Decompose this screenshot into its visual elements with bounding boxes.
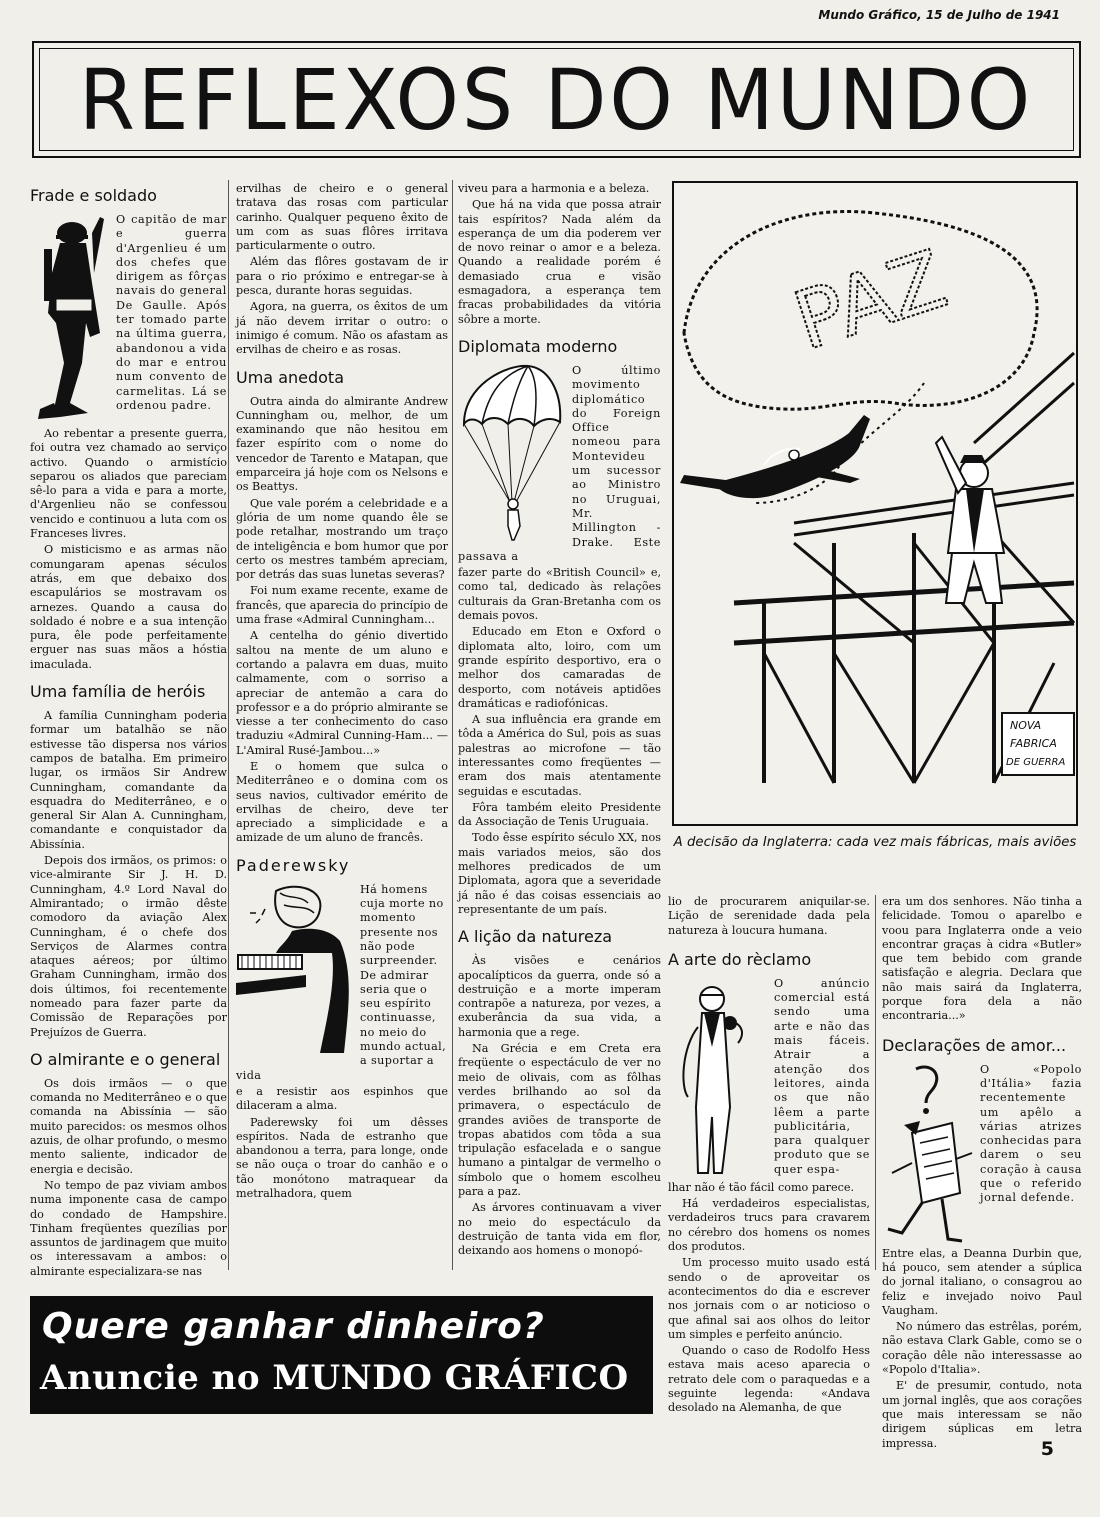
- almirante-paragraph: No tempo de paz viviam ambos numa imponente casa de campo do condado de Hampshire. Tinham freqüentes quezílias por assuntos de jardinagem que muito os interessavam a ambos: o almirante especializara-se nas: [30, 1178, 227, 1278]
- anedota-paragraph: A centelha do génio divertido saltou na mente de um aluno e cortando a palavra em duas, muito calmamente, com o sorriso a apreciar de antemão a cara do professor e a do próprio almirante se viesse a ter conhecimento do caso traduziu «Admiral Cunning-Ham... — L'Amiral Rusé-Jambou...»: [236, 629, 448, 757]
- paderewsky-wrap: [236, 883, 448, 1083]
- ad-headline: Quere ganhar dinheiro?: [42, 1306, 545, 1347]
- paderewsky-paragraph: Que há na vida que possa atrair tais espíritos? Nada além da esperança de um dia poderem ver de novo reinar o amor e a beleza. Quando a realidade porém é demasiado crua e visão esmagadora, a esperança tem fracas probabilidades da vitória sôbre a morte.: [458, 198, 661, 326]
- paderewsky-paragraph: e a resistir aos espinhos que dilaceram a alma.: [236, 1084, 448, 1113]
- heading-diplomata-moderno: Diplomata moderno: [458, 336, 618, 356]
- declaracoes-paragraph: No número das estrêlas, porém, não estava Clark Gable, como se o coração dêle não interessasse ao «Popolo d'Italia».: [882, 1320, 1082, 1377]
- column-rule: [875, 895, 876, 1270]
- frade-paragraph: O misticismo e as armas não comungaram apenas séculos atrás, em que debaixo dos escapulários se mostravam os arnezes. Quando a causa do soldado é nobre e a sua intenção pura, êle pode perfeitamente erguer nas suas mãos a hóstia imaculada.: [30, 543, 227, 671]
- column-1: [30, 182, 227, 1281]
- almirante-paragraph: Agora, na guerra, os êxitos de um já não devem irritar o outro: o inimigo é comum. Não os afastam as ervilhas de cheiro e as rosas.: [236, 300, 448, 357]
- paderewsky-paragraph: viveu para a harmonia e a beleza.: [458, 182, 650, 195]
- almirante-paragraph: Os dois irmãos — o que comanda no Mediterrâneo e o que comanda na Abissínia — são muito parecidos: os mesmos olhos azuis, de olhar profundo, o mesmo mento saliente, indicador de energia e decisão.: [30, 1076, 227, 1176]
- frade-paragraph: Ao rebentar a presente guerra, foi outra vez chamado ao serviço activo. Quando o armistício separou os aliados que pareciam sê-lo para a vida e para a morte, d'Argenlieu não se confessou vencido e continuou a luta com os Franceses livres.: [30, 427, 227, 541]
- reclamo-paragraph: Quando o caso de Rodolfo Hess estava mais aceso aparecia o retrato dele com o paraquedas e a seguinte legenda: «Andava desolado na Alemanha, de que: [668, 1344, 870, 1415]
- diplomata-paragraph: Educado em Eton e Oxford o diplomata alto, loiro, com um grande espírito desportivo, era o melhor dos camaradas de desporto, com notáveis aptidões dramáticas e radiofónicas.: [458, 625, 661, 710]
- reclamo-paragraph: era um dos senhores. Não tinha a felicidade. Tomou o aparelbo e voou para Inglaterra onde a veio encontrar graças à cidra «Butler» que tem bebido com grande satisfação e alegria. Declara que não mais sairá da Inglaterra, porque fora dela a não encontraria...»: [882, 895, 1082, 1023]
- advertisement-banner[interactable]: [30, 1296, 653, 1414]
- heading-licao-da-natureza: A lição da natureza: [458, 927, 613, 947]
- pianist-icon: [236, 883, 354, 1063]
- heading-paderewsky: Paderewsky: [236, 855, 351, 875]
- ad-subline: Anuncie no MUNDO GRÁFICO: [40, 1358, 629, 1398]
- heading-uma-anedota: Uma anedota: [236, 367, 344, 387]
- diplomata-paragraph: A sua influência era grande em tôda a América do Sul, pois as suas palestras ao microfone — tão interessantes como freqüentes — eram dos mais atentamente seguidas e escutadas.: [458, 713, 661, 798]
- heading-familia-de-herois: Uma família de heróis: [30, 682, 206, 702]
- heading-frade-e-soldado: Frade e soldado: [30, 186, 157, 205]
- worker-figure: [936, 437, 1004, 603]
- familia-paragraph: A família Cunningham poderia formar um batalhão se não estivesse tão dispersa nos vários campos de batalha. Em primeiro lugar, os irmãos Sir Andrew Cunningham, comandante da esquadra do Mediterrâneo, e o general Sir Alan A. Cunningham, comandante e conquistador da Abissínia.: [30, 709, 227, 851]
- sign-line: FABRICA: [1010, 737, 1057, 750]
- cartoon-caption: A decisão da Inglaterra: cada vez mais fábricas, mais aviões: [673, 835, 1077, 850]
- licao-paragraph: lio de procurarem aniquilar-se. Lição de serenidade dada pela natureza à loucura humana.: [668, 895, 870, 937]
- anedota-paragraph: E o homem que sulca o Mediterrâneo e o domina com os seus navios, cultivador emérito de ervilhas de cheiro, deve ter apreciado a simplicidade e a amizade de um aluno de francês.: [236, 759, 448, 845]
- licao-paragraph: Às visões e cenários apocalípticos da guerra, onde só a destruição e a morte imperam contrapõe a natureza, por vezes, a exuberância da sua vida, a harmonia que a rege.: [458, 954, 661, 1039]
- page-number: 5: [1040, 1438, 1054, 1460]
- masthead: [32, 41, 1081, 158]
- column-2: [236, 182, 448, 1203]
- diplomata-paragraph: Fôra também eleito Presidente da Associação de Tenis Uruguaia.: [458, 800, 661, 829]
- paderewsky-paragraph: Paderewsky foi um dêsses espíritos. Nada de estranho que abandonou a terra, para longe, onde se não ouça o troar do canhão e o tão monótono matraquear da metralhadora, quem: [236, 1115, 448, 1200]
- almirante-paragraph: ervilhas de cheiro e o general tratava das rosas com particular carinho. Qualquer pequeno êxito de um com as suas flôres irritava particularmente o outro.: [236, 182, 448, 253]
- soldier-silhouette-icon: [30, 213, 110, 423]
- column-4: [668, 895, 870, 1418]
- column-3: [458, 182, 661, 1260]
- reclamo-paragraph: lhar não é tão fácil como parece.: [668, 1180, 855, 1194]
- frade-wrap: [30, 213, 227, 413]
- reclamo-paragraph: Um processo muito usado está sendo o de aproveitar os acontecimentos do dia e escrever nos jornais com o ar noticioso o que afinal sai aos olhos do leitor um simples e perfeito anúncio.: [668, 1256, 870, 1341]
- factory-sign: [1002, 713, 1074, 775]
- diplomata-paragraph: Todo êsse espírito século XX, nos mais variados meios, são dos melhores predicados de um Diplomata, agora que a severidade já não é das coisas essenciais ao representante de um país.: [458, 831, 661, 916]
- issue-line: Mundo Gráfico, 15 de Julho de 1941: [818, 8, 1060, 22]
- masthead-inner-frame: [39, 48, 1074, 151]
- diplomata-paragraph: fazer parte do «British Council» e, como tal, dedicado às relações culturais da Gran-Bretanha com os demais povos.: [458, 566, 661, 623]
- heading-declaracoes-de-amor: Declarações de amor...: [882, 1035, 1067, 1055]
- licao-paragraph: Na Grécia e em Creta era freqüente o espectáculo de ver no meio de olivais, com as fôlhas verdes brilhando ao sol da primavera, o espectáculo de grandes aviões de transporte de tropas abatidos com tôda a sua tripulação esfacelada e o sangue humano a pintalgar de vermelho o símbolo que o homem escolheu para a paz.: [458, 1042, 661, 1198]
- almirante-paragraph: Além das flôres gostavam de ir para o rio próximo e entregar-se à pesca, durante horas seguidas.: [236, 255, 448, 298]
- diplomata-wrap: [458, 364, 661, 564]
- page-title: REFLEXOS DO MUNDO: [79, 50, 1034, 149]
- sign-line: NOVA: [1010, 719, 1042, 732]
- licao-paragraph: As árvores continuavam a viver no meio do espectáculo da destruição de tanta vida em flor, deixando aos homens o monopó-: [458, 1201, 661, 1258]
- reclamo-text-wrap: O anúncio comercial está sendo uma arte e não das mais fáceis. Atrair a atenção dos leitores, ainda os que não lêem a parte publicitária, para qualquer produto que se quer espa-: [774, 976, 870, 1176]
- anedota-paragraph: Que vale porém a celebridade e a glória de um nome quando êle se pode retalhar, mostrando um traço de inteligência e bom humor que por certo os mestres também apreciam, por detrás das suas lunetas severas?: [236, 496, 448, 582]
- reclamo-paragraph: Há verdadeiros especialistas, verdadeiros trucs para cravarem no cérebro dos homens os nomes dos produtos.: [668, 1197, 870, 1254]
- parachute-icon: [458, 364, 566, 544]
- declaracoes-text-wrap: O «Popolo d'Itália» fazia recentemente um apêlo a várias atrizes conhecidas para darem o seu coração à causa que o referido jornal defende.: [980, 1062, 1082, 1205]
- column-rule: [452, 180, 453, 1270]
- cartoon-drawing: [674, 183, 1076, 824]
- anedota-paragraph: Outra ainda do almirante Andrew Cunningham ou, melhor, de um examinando que não hesitou em fazer espírito com o nome do vencedor de Tarento e Matapan, que emparceira já hoje com os Nelsons e os Beattys.: [236, 394, 448, 494]
- reclamo-wrap: [668, 977, 870, 1177]
- heading-almirante-e-general: O almirante e o general: [30, 1049, 221, 1069]
- heading-arte-do-reclamo: A arte do rèclamo: [668, 949, 812, 969]
- declaracoes-paragraph: Entre elas, a Deanna Durbin que, há pouco, sem atender a súplica do jornal italiano, o consagrou ao feliz e invejado noivo Paul Vaugham.: [882, 1246, 1082, 1317]
- declaracoes-paragraph: E' de presumir, contudo, nota um jornal inglês, que aos corações que mais interessam se não dirigem súplicas em letra impressa.: [882, 1379, 1082, 1450]
- smoke-text: PAZ: [783, 232, 958, 369]
- declaracoes-wrap: [882, 1063, 1082, 1206]
- airplane-icon: [680, 415, 870, 498]
- column-rule: [228, 180, 229, 1270]
- sign-line: DE GUERRA: [1006, 757, 1066, 768]
- column-5: [882, 895, 1082, 1453]
- anedota-paragraph: Foi num exame recente, exame de francês, que aparecia do princípio de uma frase «Admiral Cunningham...: [236, 584, 448, 627]
- cartoon-illustration: [672, 181, 1078, 826]
- paderewsky-text-wrap: Há homens cuja morte no momento presente nos não pode surpreender. De admirar seria que o seu espírito continuasse, no meio do mundo actual, a suportar a vida: [236, 882, 447, 1082]
- familia-paragraph: Depois dos irmãos, os primos: o vice-almirante Sir J. H. D. Cunningham, 4.º Lord Naval do Almirantado; o irmão dêste comodoro da aviação Alex Cunningham, é o chefe dos Serviços de Alarmes contra ataques aéreos; por último Graham Cunningham, irmão dos dois últimos, foi recentemente nomeado para fazer parte da Comissão de Reparações por Prejuízos de Guerra.: [30, 854, 227, 1039]
- advertiser-icon: [668, 977, 768, 1177]
- frade-text-wrap: O capitão de mar e guerra d'Argenlieu é um dos chefes que dirigem as fôrças navais do general De Gaulle. Após ter tomado parte na última guerra, abandonou a vida do mar e entrou num convento de carmelitas. Lá se ordenou padre.: [116, 213, 227, 412]
- heart-question-icon: [882, 1063, 974, 1243]
- diplomata-text-wrap: O último movimento diplomático do Foreign Office nomeou para Montevideu um sucessor ao Ministro no Uruguai, Mr. Millington -Drake. Este passava a: [458, 363, 661, 563]
